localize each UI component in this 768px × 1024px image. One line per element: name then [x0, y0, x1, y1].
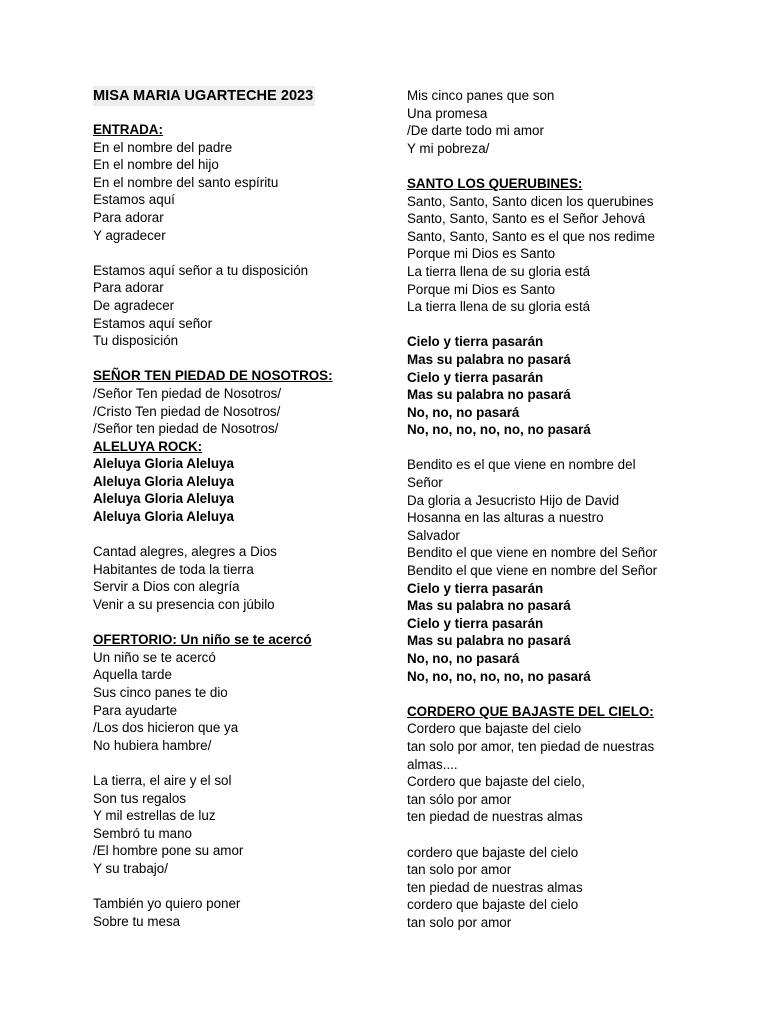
lyric-line: Aleluya Gloria Aleluya [93, 509, 234, 525]
lyric-line: No, no, no pasará [407, 651, 520, 666]
left-section [93, 543, 393, 613]
lyric-line: tan solo por amor [407, 914, 512, 930]
lyric-line: Santo, Santo, Santo es el que nos redime [407, 228, 655, 244]
lyric-line: Y agradecer [93, 227, 166, 243]
right-section [407, 844, 707, 932]
lyric-line: Da gloria a Jesucristo Hijo de David [407, 492, 620, 508]
lyric-line: Para ayudarte [93, 702, 178, 718]
lyric-line: Un niño se te acercó [93, 649, 216, 665]
lyric-line: almas.... [407, 756, 458, 772]
lyric-line: Estamos aquí señor [93, 315, 213, 331]
lyric-line: No, no, no, no, no, no pasará [407, 422, 591, 438]
left-column [93, 86, 393, 930]
left-section [93, 772, 393, 878]
lyric-line: Son tus regalos [93, 790, 187, 806]
lyric-line: /Los dos hicieron que ya [93, 720, 239, 736]
lyric-line: Cordero que bajaste del cielo, [407, 774, 585, 790]
lyric-line: Cielo y tierra pasarán [407, 580, 544, 596]
lyric-line: Mis cinco panes que son [407, 88, 555, 103]
section-heading: CORDERO QUE BAJASTE DEL CIELO: [407, 703, 654, 719]
lyric-line: Aleluya Gloria Aleluya [93, 473, 234, 489]
section-heading: SEÑOR TEN PIEDAD DE NOSOTROS: [93, 368, 333, 384]
lyric-line: No, no, no pasará [407, 404, 520, 420]
lyric-line: Estamos aquí señor a tu disposición [93, 262, 309, 278]
left-section [93, 367, 393, 437]
lyric-line: Y su trabajo/ [93, 860, 168, 876]
right-sections [407, 87, 707, 932]
lyric-line: Mas su palabra no pasará [407, 351, 571, 367]
lyric-line: Santo, Santo, Santo es el Señor Jehová [407, 211, 646, 227]
lyric-line: Aleluya Gloria Aleluya [93, 456, 234, 472]
lyric-line: /El hombre pone su amor [93, 843, 244, 859]
left-section [93, 262, 393, 350]
left-section [93, 895, 393, 930]
section-heading: OFERTORIO: Un niño se te acercó [93, 632, 312, 648]
lyric-line: Mas su palabra no pasará [407, 387, 571, 403]
lyric-line: Hosanna en las alturas a nuestro [407, 510, 604, 526]
lyric-line: Servir a Dios con alegría [93, 579, 240, 595]
lyric-line: Sembró tu mano [93, 825, 192, 841]
lyric-line: En el nombre del santo espíritu [93, 174, 279, 190]
lyric-line: Sus cinco panes te dio [93, 685, 228, 700]
lyric-line: /Cristo Ten piedad de Nosotros/ [93, 403, 281, 419]
lyric-line: Santo, Santo, Santo dicen los querubines [407, 193, 654, 209]
right-column [407, 86, 707, 932]
section-heading: SANTO LOS QUERUBINES: [407, 175, 583, 191]
right-section [407, 87, 707, 157]
lyric-line: La tierra llena de su gloria está [407, 299, 591, 315]
lyric-line: La tierra llena de su gloria está [407, 263, 591, 279]
lyric-line: Mas su palabra no pasará [407, 633, 571, 649]
lyric-line: Habitantes de toda la tierra [93, 561, 254, 577]
lyric-line: No, no, no, no, no, no pasará [407, 668, 591, 684]
lyric-line: Bendito el que viene en nombre del Señor [407, 545, 658, 561]
lyric-line: Tu disposición [93, 333, 179, 349]
document-title: MISA MARIA UGARTECHE 2023 [93, 88, 314, 104]
lyric-line: Cielo y tierra pasarán [407, 334, 544, 350]
lyric-line: Señor [407, 475, 443, 491]
lyric-line: Cordero que bajaste del cielo [407, 721, 582, 737]
lyric-line: ten piedad de nuestras almas [407, 809, 583, 825]
lyric-line: En el nombre del padre [93, 139, 233, 155]
lyric-line: Estamos aquí [93, 192, 175, 208]
lyric-line: Mas su palabra no pasará [407, 598, 571, 614]
lyric-line: Una promesa [407, 105, 488, 121]
lyric-line: Cielo y tierra pasarán [407, 615, 544, 631]
lyric-line: Aleluya Gloria Aleluya [93, 491, 234, 507]
lyric-line: Y mil estrellas de luz [93, 808, 216, 824]
left-section [93, 631, 393, 754]
right-section [407, 333, 707, 439]
lyric-line: La tierra, el aire y el sol [93, 772, 232, 788]
lyric-line: tan sólo por amor [407, 791, 512, 807]
lyric-line: Cielo y tierra pasarán [407, 369, 544, 385]
lyric-line: No hubiera hambre/ [93, 737, 212, 753]
lyric-line: Sobre tu mesa [93, 913, 181, 929]
lyric-line: También yo quiero poner [93, 896, 241, 912]
section-heading: ENTRADA: [93, 122, 163, 137]
left-section [93, 438, 393, 526]
lyric-line: De agradecer [93, 297, 175, 313]
lyric-line: cordero que bajaste del cielo [407, 844, 579, 860]
lyric-line: En el nombre del hijo [93, 157, 219, 173]
lyric-line: cordero que bajaste del cielo [407, 897, 579, 913]
lyric-line: Venir a su presencia con júbilo [93, 597, 275, 613]
left-sections [93, 121, 393, 930]
lyric-line: /Señor Ten piedad de Nosotros/ [93, 385, 282, 401]
lyric-line: Cantad alegres, alegres a Dios [93, 544, 277, 560]
left-section [93, 121, 393, 244]
lyric-line: Para adorar [93, 209, 164, 225]
lyric-line: Bendito el que viene en nombre del Señor [407, 563, 658, 579]
right-section [407, 703, 707, 826]
lyric-line: Y mi pobreza/ [407, 140, 490, 156]
right-section [407, 175, 707, 316]
lyric-line: Para adorar [93, 280, 164, 296]
right-section [407, 456, 707, 685]
lyric-line: Bendito es el que viene en nombre del [407, 457, 636, 473]
lyric-line: tan solo por amor [407, 862, 512, 878]
lyric-line: /Señor ten piedad de Nosotros/ [93, 421, 279, 437]
lyric-line: Aquella tarde [93, 667, 172, 683]
lyric-line: Porque mi Dios es Santo [407, 246, 556, 262]
section-heading: ALELUYA ROCK: [93, 438, 203, 454]
lyric-line: Salvador [407, 527, 460, 543]
lyric-line: Porque mi Dios es Santo [407, 281, 556, 297]
lyric-line: ten piedad de nuestras almas [407, 879, 583, 895]
lyric-line: tan solo por amor, ten piedad de nuestras [407, 738, 655, 754]
lyric-line: /De darte todo mi amor [407, 123, 544, 139]
